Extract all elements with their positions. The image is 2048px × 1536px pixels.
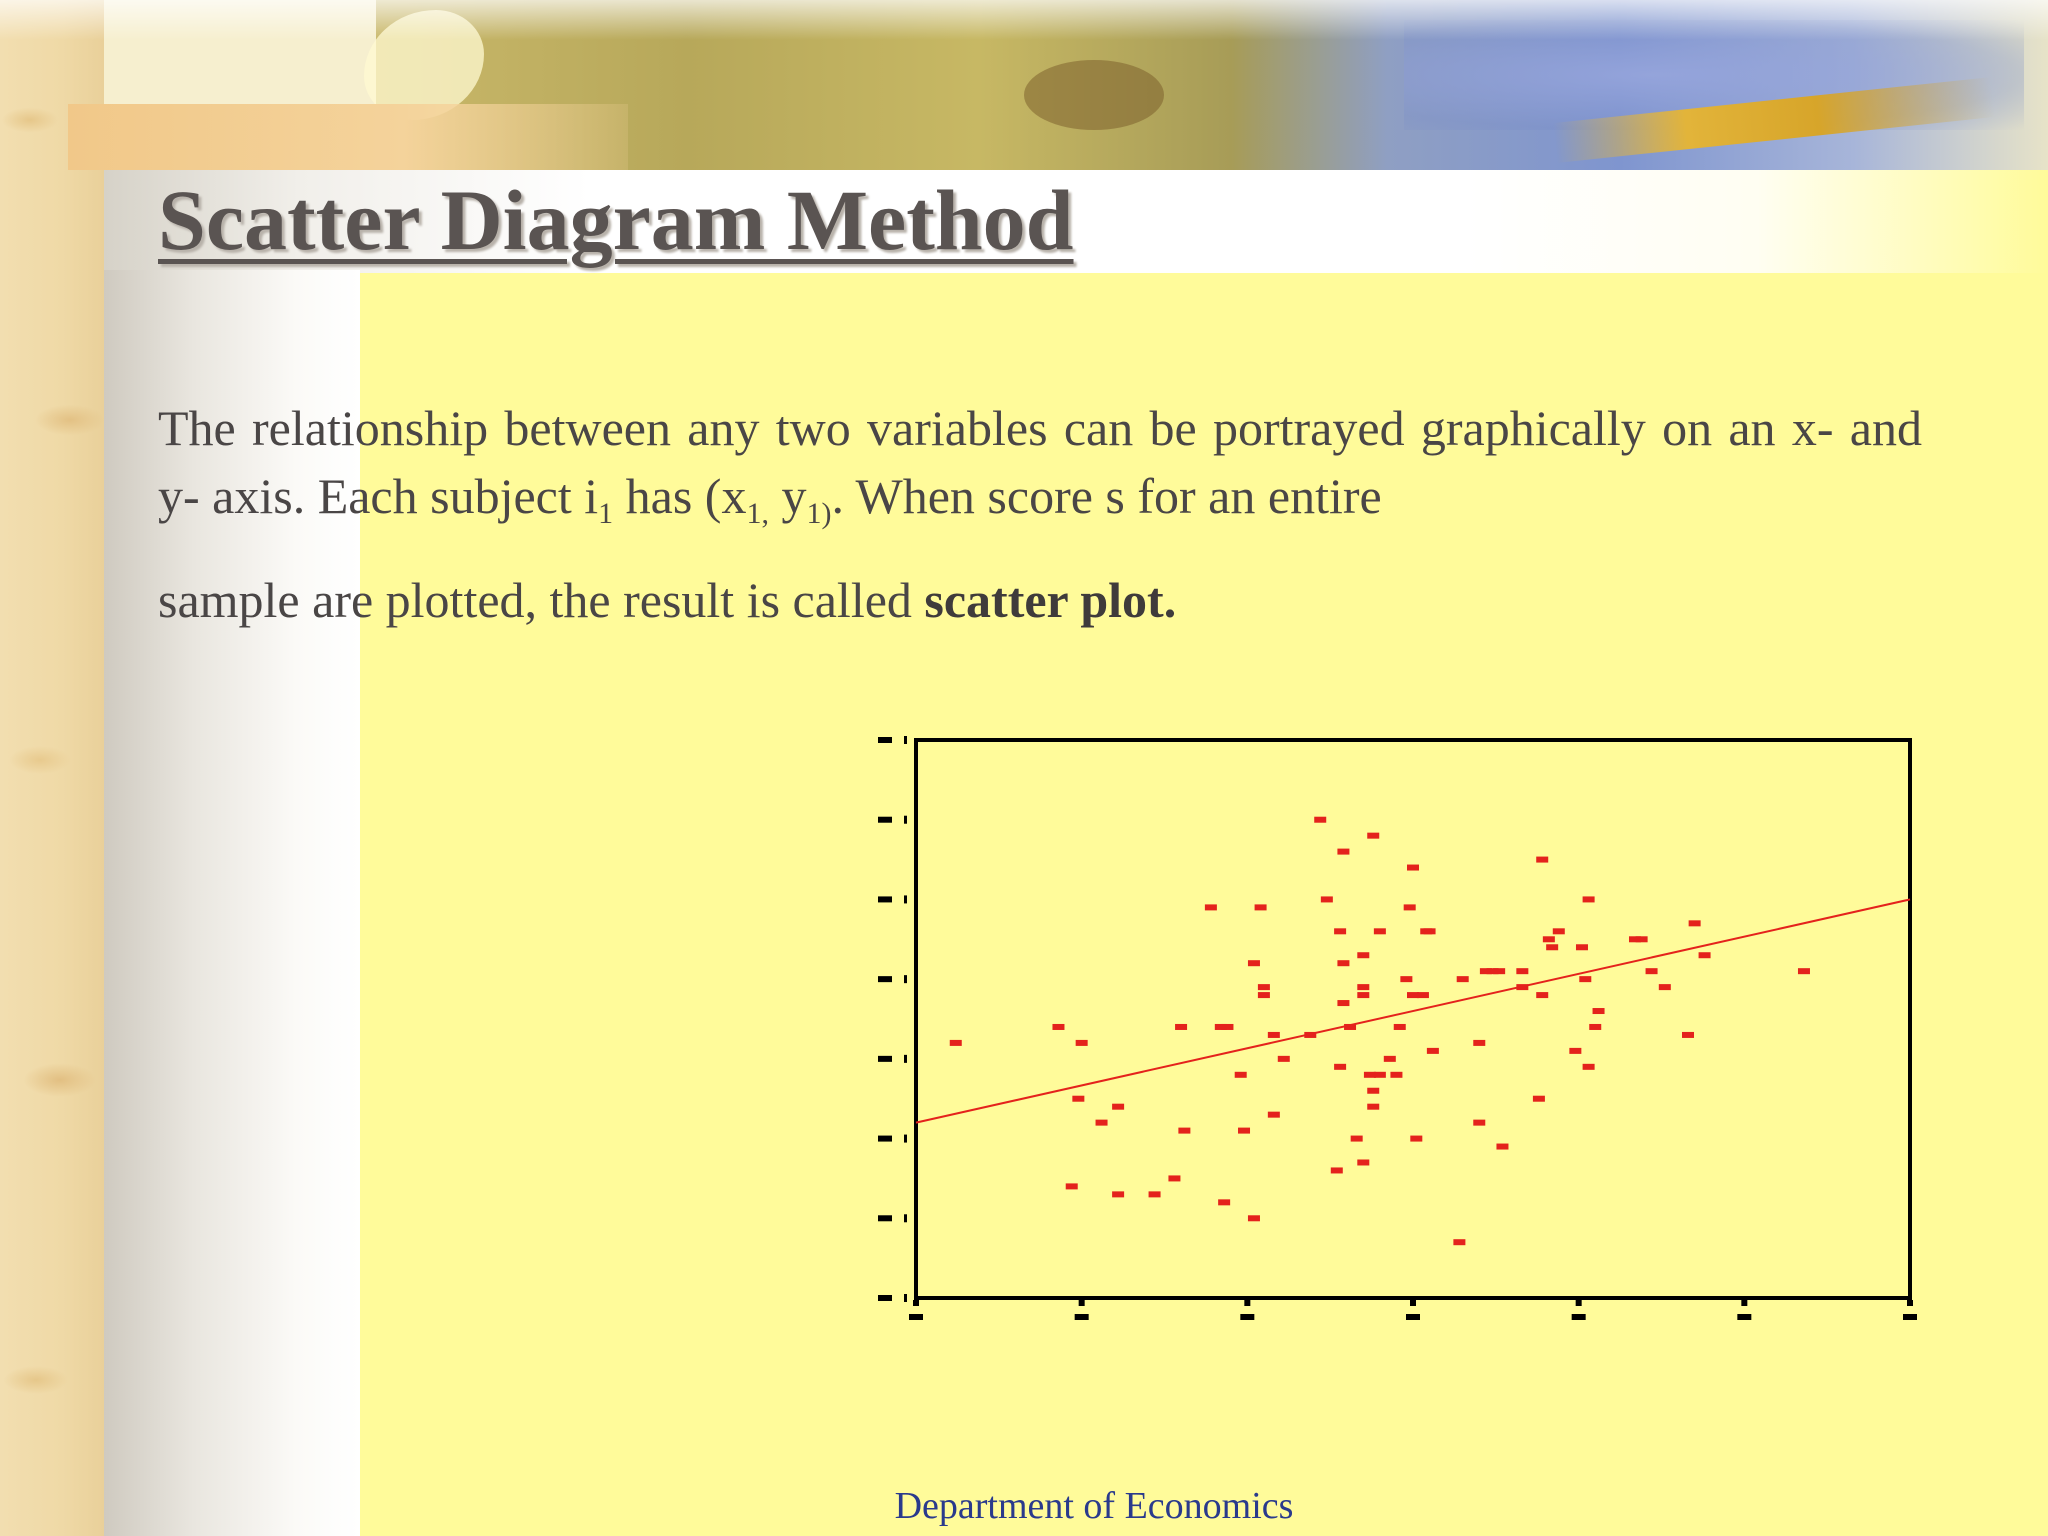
x-tick-5 xyxy=(1741,1300,1747,1306)
paragraph-line-3 xyxy=(158,566,1922,634)
y-tick-7 xyxy=(904,736,907,744)
scatter-point-70 xyxy=(1533,1096,1545,1102)
scatter-point-59 xyxy=(1453,1239,1465,1245)
x-tick-4 xyxy=(1576,1300,1582,1306)
y-tick-label-mark-5 xyxy=(878,896,892,902)
scatter-point-38 xyxy=(1357,952,1369,958)
paragraph-bold-term: scatter plot xyxy=(924,572,1164,628)
paragraph-text-5: sample are plotted, the result is called xyxy=(158,572,925,628)
scatter-point-49 xyxy=(1394,1024,1406,1030)
scatter-point-29 xyxy=(1331,1167,1343,1173)
scatter-point-6 xyxy=(1112,1104,1124,1110)
scatter-point-19 xyxy=(1248,1215,1260,1221)
scatter-point-84 xyxy=(1646,968,1658,974)
scatter-point-72 xyxy=(1543,936,1555,942)
scatter-point-27 xyxy=(1314,817,1326,823)
scatter-point-47 xyxy=(1384,1056,1396,1062)
plot-area-frame xyxy=(916,740,1910,1298)
scatter-point-21 xyxy=(1258,992,1270,998)
y-tick-label-mark-2 xyxy=(878,1136,892,1142)
scatter-point-33 xyxy=(1337,960,1349,966)
x-tick-1 xyxy=(1079,1300,1085,1306)
scatter-point-67 xyxy=(1516,968,1528,974)
x-tick-label-mark-0 xyxy=(909,1314,923,1320)
scatter-point-69 xyxy=(1536,992,1548,998)
scatter-point-15 xyxy=(1218,1199,1230,1205)
scatter-point-18 xyxy=(1248,960,1260,966)
y-tick-label-mark-1 xyxy=(878,1215,892,1221)
x-tick-label-mark-3 xyxy=(1406,1314,1420,1320)
scatter-point-71 xyxy=(1536,857,1548,863)
paragraph-subscript-1: 1 xyxy=(598,497,614,530)
x-tick-label-mark-1 xyxy=(1075,1314,1089,1320)
paragraph-period: . xyxy=(1163,572,1177,628)
scatter-point-32 xyxy=(1337,849,1349,855)
scatter-point-39 xyxy=(1357,984,1369,990)
scatter-point-8 xyxy=(1149,1191,1161,1197)
scatter-point-16 xyxy=(1235,1072,1247,1078)
scatter-points xyxy=(950,817,1810,1245)
scatter-point-7 xyxy=(1112,1191,1124,1197)
scatter-point-88 xyxy=(1699,952,1711,958)
scatter-point-54 xyxy=(1410,1136,1422,1142)
orange-accent-bar xyxy=(68,104,628,170)
scatter-point-1 xyxy=(1052,1024,1064,1030)
scatter-point-23 xyxy=(1268,1112,1280,1118)
banner-top-fade xyxy=(0,0,2048,40)
y-tick-label-mark-0 xyxy=(878,1295,892,1301)
scatter-point-22 xyxy=(1258,984,1270,990)
paragraph-text-2: has (x xyxy=(613,468,747,524)
scatter-point-20 xyxy=(1255,904,1267,910)
scatter-point-9 xyxy=(1168,1175,1180,1181)
scatter-point-65 xyxy=(1493,968,1505,974)
scatter-point-58 xyxy=(1427,1048,1439,1054)
scatter-point-25 xyxy=(1278,1056,1290,1062)
scatter-point-34 xyxy=(1337,1000,1349,1006)
scatter-point-40 xyxy=(1357,992,1369,998)
banner-leaf-shape xyxy=(1024,60,1164,130)
y-tick-label-mark-6 xyxy=(878,817,892,823)
y-tick-6 xyxy=(904,816,907,824)
scatter-point-68 xyxy=(1516,984,1528,990)
y-tick-label-mark-3 xyxy=(878,1056,892,1062)
paragraph-text-4: . When score s for an entire xyxy=(831,468,1382,524)
y-tick-label-mark-4 xyxy=(878,976,892,982)
left-texture-strip xyxy=(0,0,104,1536)
scatter-point-61 xyxy=(1473,1040,1485,1046)
scatter-point-2 xyxy=(1076,1040,1088,1046)
scatter-point-24 xyxy=(1268,1032,1280,1038)
paragraph-text-3: y xyxy=(768,468,807,524)
scatter-point-46 xyxy=(1374,928,1386,934)
y-tick-4 xyxy=(904,975,907,983)
scatter-point-73 xyxy=(1546,944,1558,950)
scatter-point-55 xyxy=(1417,992,1429,998)
scatter-point-83 xyxy=(1636,936,1648,942)
scatter-point-5 xyxy=(1096,1120,1108,1126)
slide-title: Scatter Diagram Method xyxy=(158,172,1074,268)
scatter-point-74 xyxy=(1553,928,1565,934)
scatter-point-45 xyxy=(1374,1072,1386,1078)
scatter-point-31 xyxy=(1334,1064,1346,1070)
scatter-chart xyxy=(800,720,1930,1400)
x-tick-0 xyxy=(913,1300,919,1306)
scatter-point-0 xyxy=(950,1040,962,1046)
slide-paragraph xyxy=(158,394,1922,634)
y-tick-label-mark-7 xyxy=(878,737,892,743)
scatter-point-30 xyxy=(1334,928,1346,934)
scatter-point-76 xyxy=(1576,944,1588,950)
y-tick-5 xyxy=(904,895,907,903)
scatter-point-87 xyxy=(1689,920,1701,926)
scatter-point-36 xyxy=(1351,1136,1363,1142)
scatter-point-77 xyxy=(1579,976,1591,982)
scatter-point-86 xyxy=(1682,1032,1694,1038)
footer-department: Department of Economics xyxy=(894,1485,1294,1527)
scatter-point-51 xyxy=(1404,904,1416,910)
scatter-point-78 xyxy=(1583,896,1595,902)
y-tick-3 xyxy=(904,1055,907,1063)
scatter-point-14 xyxy=(1221,1024,1233,1030)
scatter-point-85 xyxy=(1659,984,1671,990)
scatter-point-60 xyxy=(1457,976,1469,982)
y-axis-ticks xyxy=(878,736,907,1302)
paragraph-subscript-3: 1) xyxy=(806,497,832,530)
scatter-point-75 xyxy=(1569,1048,1581,1054)
scatter-point-4 xyxy=(1072,1096,1084,1102)
x-axis-ticks xyxy=(909,1300,1917,1320)
paragraph-text-1: The relationship between any two variables can be portrayed graphically on an x- and y- axis. Each subject i xyxy=(158,400,1922,524)
scatter-point-66 xyxy=(1496,1144,1508,1150)
scatter-point-81 xyxy=(1593,1008,1605,1014)
x-tick-2 xyxy=(1244,1300,1250,1306)
scatter-point-62 xyxy=(1473,1120,1485,1126)
scatter-point-37 xyxy=(1357,1159,1369,1165)
y-tick-1 xyxy=(904,1214,907,1222)
scatter-point-52 xyxy=(1407,865,1419,871)
x-tick-3 xyxy=(1410,1300,1416,1306)
x-tick-label-mark-2 xyxy=(1240,1314,1254,1320)
scatter-point-48 xyxy=(1390,1072,1402,1078)
scatter-point-3 xyxy=(1066,1183,1078,1189)
scatter-point-11 xyxy=(1175,1024,1187,1030)
scatter-point-28 xyxy=(1321,896,1333,902)
scatter-point-43 xyxy=(1367,1088,1379,1094)
x-tick-6 xyxy=(1907,1300,1913,1306)
scatter-point-10 xyxy=(1178,1128,1190,1134)
scatter-point-80 xyxy=(1589,1024,1601,1030)
paragraph-subscript-2: 1, xyxy=(746,497,769,530)
scatter-point-12 xyxy=(1205,904,1217,910)
regression-line xyxy=(916,899,1910,1122)
scatter-point-35 xyxy=(1344,1024,1356,1030)
x-tick-label-mark-5 xyxy=(1737,1314,1751,1320)
x-tick-label-mark-4 xyxy=(1572,1314,1586,1320)
scatter-point-42 xyxy=(1367,833,1379,839)
scatter-point-44 xyxy=(1367,1104,1379,1110)
scatter-point-50 xyxy=(1400,976,1412,982)
scatter-point-89 xyxy=(1798,968,1810,974)
scatter-point-26 xyxy=(1304,1032,1316,1038)
scatter-point-17 xyxy=(1238,1128,1250,1134)
scatter-point-57 xyxy=(1424,928,1436,934)
x-tick-label-mark-6 xyxy=(1903,1314,1917,1320)
y-tick-0 xyxy=(904,1294,907,1302)
scatter-point-79 xyxy=(1583,1064,1595,1070)
y-tick-2 xyxy=(904,1135,907,1143)
